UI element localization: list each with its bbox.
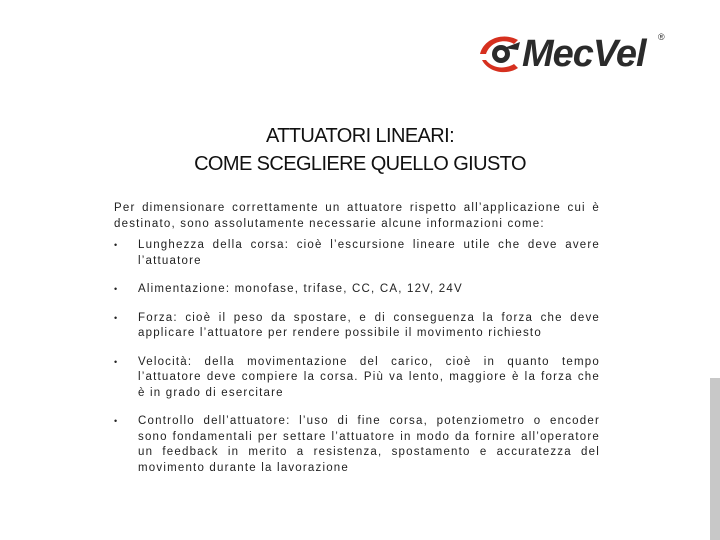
registered-mark: ® bbox=[658, 32, 665, 42]
intro-paragraph: Per dimensionare correttamente un attuatore rispetto all’applicazione cui è destinato, sono assolutamente necessarie alcune informazioni come: bbox=[114, 202, 600, 230]
side-accent-bar bbox=[710, 378, 720, 540]
list-item-text: Alimentazione: monofase, trifase, CC, CA, 12V, 24V bbox=[138, 283, 463, 295]
list-item bbox=[114, 282, 600, 298]
bullet-icon: • bbox=[114, 416, 119, 426]
logo-text: MecVel bbox=[522, 33, 646, 75]
list-item-text: Velocità: della movimentazione del carico, cioè in quanto tempo l’attuatore deve compiere la corsa. Più va lento, maggiore è la forza che è in grado di esercitare bbox=[138, 355, 600, 399]
list-item-text: Lunghezza della corsa: cioè l’escursione lineare utile che deve avere l’attuatore bbox=[138, 239, 600, 267]
requirements-list bbox=[114, 238, 600, 489]
list-item bbox=[114, 238, 600, 269]
slide-title bbox=[140, 122, 580, 178]
mecvel-logo bbox=[474, 22, 670, 84]
bullet-icon: • bbox=[114, 356, 119, 367]
list-item bbox=[114, 355, 600, 402]
bullet-icon: • bbox=[114, 284, 119, 294]
bullet-icon: • bbox=[114, 240, 119, 250]
list-item bbox=[114, 311, 600, 342]
mecvel-logo-mark bbox=[474, 22, 670, 84]
list-item-text: Controllo dell’attuatore: l’uso di fine corsa, potenziometro o encoder sono fondamentali per settare l’attuatore in modo da fornire all’operatore un feedback in merito a resistenza, spostamento e accuratezza del movimento durante la lavorazione bbox=[138, 415, 600, 474]
list-item bbox=[114, 414, 600, 476]
title-line-2: COME SCEGLIERE QUELLO GIUSTO bbox=[194, 153, 526, 175]
title-line-1: ATTUATORI LINEARI: bbox=[265, 125, 455, 147]
list-item-text: Forza: cioè il peso da spostare, e di conseguenza la forza che deve applicare l’attuatore per rendere possibile il movimento richiesto bbox=[138, 311, 600, 339]
bullet-icon: • bbox=[114, 312, 119, 323]
